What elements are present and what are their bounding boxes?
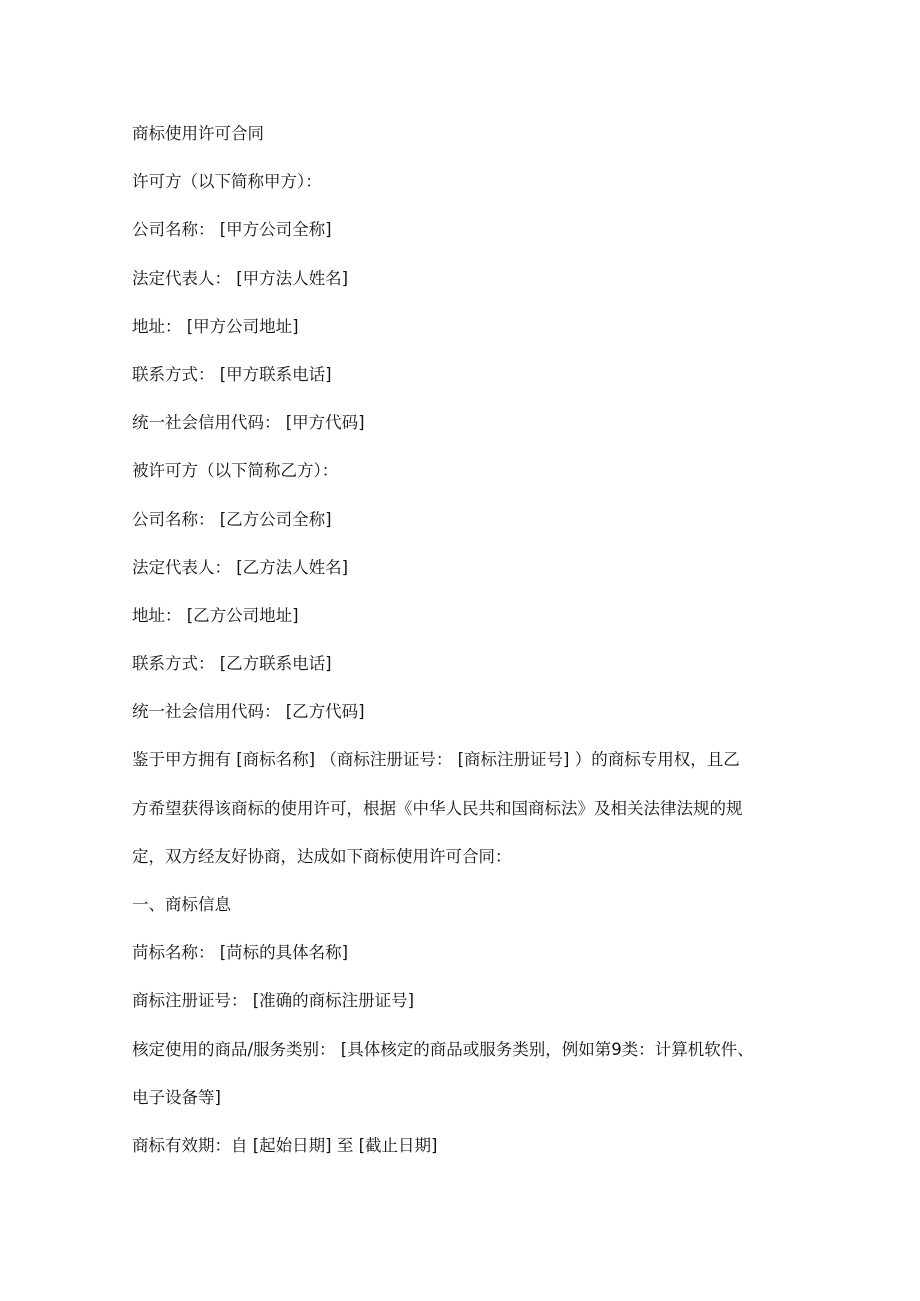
licensee-company: 公司名称： [乙方公司全称] (132, 509, 332, 529)
preamble-line: 定，双方经友好协商，达成如下商标使用许可合同： (132, 846, 512, 866)
contract-body (132, 118, 792, 1178)
licensee-heading: 被许可方（以下简称乙方）： (132, 461, 339, 481)
licensee-contact: 联系方式： [乙方联系电话] (132, 654, 332, 674)
licensee-credit-code: 统一社会信用代码： [乙方代码] (132, 702, 365, 722)
section-heading: 一、商标信息 (132, 895, 231, 915)
trademark-validity: 商标有效期：自 [起始日期] 至 [截止日期] (132, 1136, 438, 1156)
document-title: 商标使用许可合同 (132, 124, 264, 143)
preamble-line: 方希望获得该商标的使用许可，根据《中华人民共和国商标法》及相关法律法规的规 (132, 798, 743, 818)
licensor-credit-code: 统一社会信用代码： [甲方代码] (132, 413, 365, 433)
trademark-name: 苘标名称： [苘标的具体名称] (132, 943, 349, 963)
trademark-classes-line: 电子设备等] (132, 1087, 221, 1107)
licensee-address: 地址： [乙方公司地址] (132, 605, 299, 625)
trademark-registration-no: 商标注册证号： [准确的商标注册证号] (132, 991, 415, 1011)
preamble-paragraph (132, 736, 782, 881)
trademark-classes (132, 1026, 782, 1122)
licensor-heading: 许可方（以下简称甲方）： (132, 172, 322, 192)
licensor-address: 地址： [甲方公司地址] (132, 316, 299, 336)
licensor-legal-rep: 法定代表人： [甲方法人姓名] (132, 268, 349, 288)
licensor-contact: 联系方式： [甲方联系电话] (132, 364, 332, 384)
licensor-company: 公司名称： [甲方公司全称] (132, 220, 332, 240)
licensee-legal-rep: 法定代表人： [乙方法人姓名] (132, 557, 349, 577)
trademark-classes-line: 核定使用的商品/服务类别： [具体核定的商品或服务类别，例如第9类：计算机软件、 (132, 1039, 754, 1059)
preamble-line: 鉴于甲方拥有 [商标名称] （商标注册证号： [商标注册证号] ）的商标专用权，且乙 (132, 750, 740, 770)
